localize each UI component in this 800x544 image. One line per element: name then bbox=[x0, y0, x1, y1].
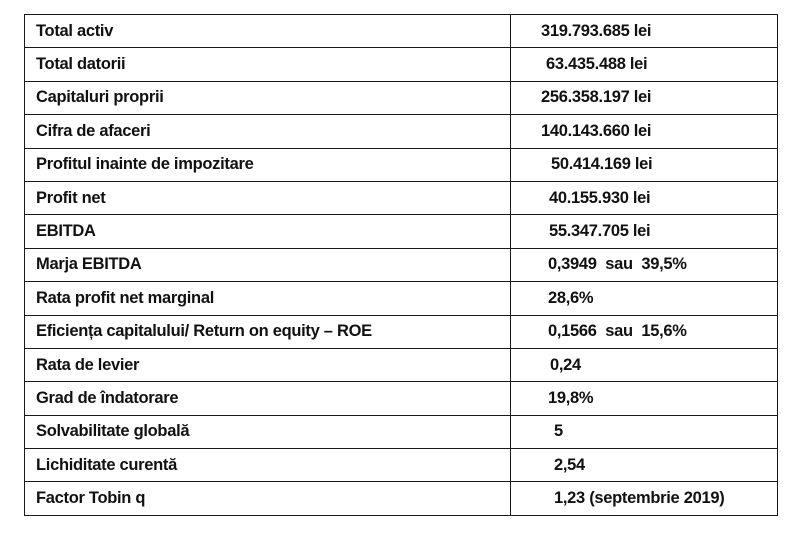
row-value-roe: 0,1566 sau 15,6% bbox=[511, 315, 778, 348]
row-value-ebitda: 55.347.705 lei bbox=[511, 215, 778, 248]
table-row bbox=[25, 248, 778, 281]
row-value-rata-de-levier: 0,24 bbox=[511, 348, 778, 381]
table-row bbox=[25, 48, 778, 81]
row-label-roe: Eficiența capitalului/ Return on equity – ROE bbox=[25, 315, 511, 348]
row-value-factor-tobin-q: 1,23 (septembrie 2019) bbox=[511, 482, 778, 515]
table-row bbox=[25, 382, 778, 415]
table-row bbox=[25, 282, 778, 315]
row-label-total-datorii: Total datorii bbox=[25, 48, 511, 81]
row-value-solvabilitate-globala: 5 bbox=[511, 415, 778, 448]
row-value-lichiditate-curenta: 2,54 bbox=[511, 449, 778, 482]
table-row bbox=[25, 215, 778, 248]
table-row bbox=[25, 181, 778, 214]
table-row bbox=[25, 115, 778, 148]
row-label-solvabilitate-globala: Solvabilitate globală bbox=[25, 415, 511, 448]
table-row bbox=[25, 415, 778, 448]
row-label-lichiditate-curenta: Lichiditate curentă bbox=[25, 449, 511, 482]
table-row bbox=[25, 81, 778, 114]
row-value-marja-ebitda: 0,3949 sau 39,5% bbox=[511, 248, 778, 281]
row-value-profit-net: 40.155.930 lei bbox=[511, 181, 778, 214]
row-label-factor-tobin-q: Factor Tobin q bbox=[25, 482, 511, 515]
table-row bbox=[25, 315, 778, 348]
row-label-rata-de-levier: Rata de levier bbox=[25, 348, 511, 381]
table-row bbox=[25, 482, 778, 515]
row-label-profit-inainte-impozitare: Profitul inainte de impozitare bbox=[25, 148, 511, 181]
row-value-total-datorii: 63.435.488 lei bbox=[511, 48, 778, 81]
table-row bbox=[25, 148, 778, 181]
row-label-total-activ: Total activ bbox=[25, 15, 511, 48]
row-label-cifra-de-afaceri: Cifra de afaceri bbox=[25, 115, 511, 148]
row-label-profit-net: Profit net bbox=[25, 181, 511, 214]
row-value-cifra-de-afaceri: 140.143.660 lei bbox=[511, 115, 778, 148]
row-value-total-activ: 319.793.685 lei bbox=[511, 15, 778, 48]
row-label-marja-ebitda: Marja EBITDA bbox=[25, 248, 511, 281]
table-row bbox=[25, 15, 778, 48]
row-label-ebitda: EBITDA bbox=[25, 215, 511, 248]
financial-indicators-table-wrapper bbox=[24, 14, 777, 516]
row-value-rata-profit-net-marginal: 28,6% bbox=[511, 282, 778, 315]
row-value-capitaluri-proprii: 256.358.197 lei bbox=[511, 81, 778, 114]
row-value-grad-de-indatorare: 19,8% bbox=[511, 382, 778, 415]
financial-indicators-table bbox=[24, 14, 778, 516]
row-label-rata-profit-net-marginal: Rata profit net marginal bbox=[25, 282, 511, 315]
table-row bbox=[25, 449, 778, 482]
row-label-capitaluri-proprii: Capitaluri proprii bbox=[25, 81, 511, 114]
row-value-profit-inainte-impozitare: 50.414.169 lei bbox=[511, 148, 778, 181]
table-row bbox=[25, 348, 778, 381]
row-label-grad-de-indatorare: Grad de îndatorare bbox=[25, 382, 511, 415]
